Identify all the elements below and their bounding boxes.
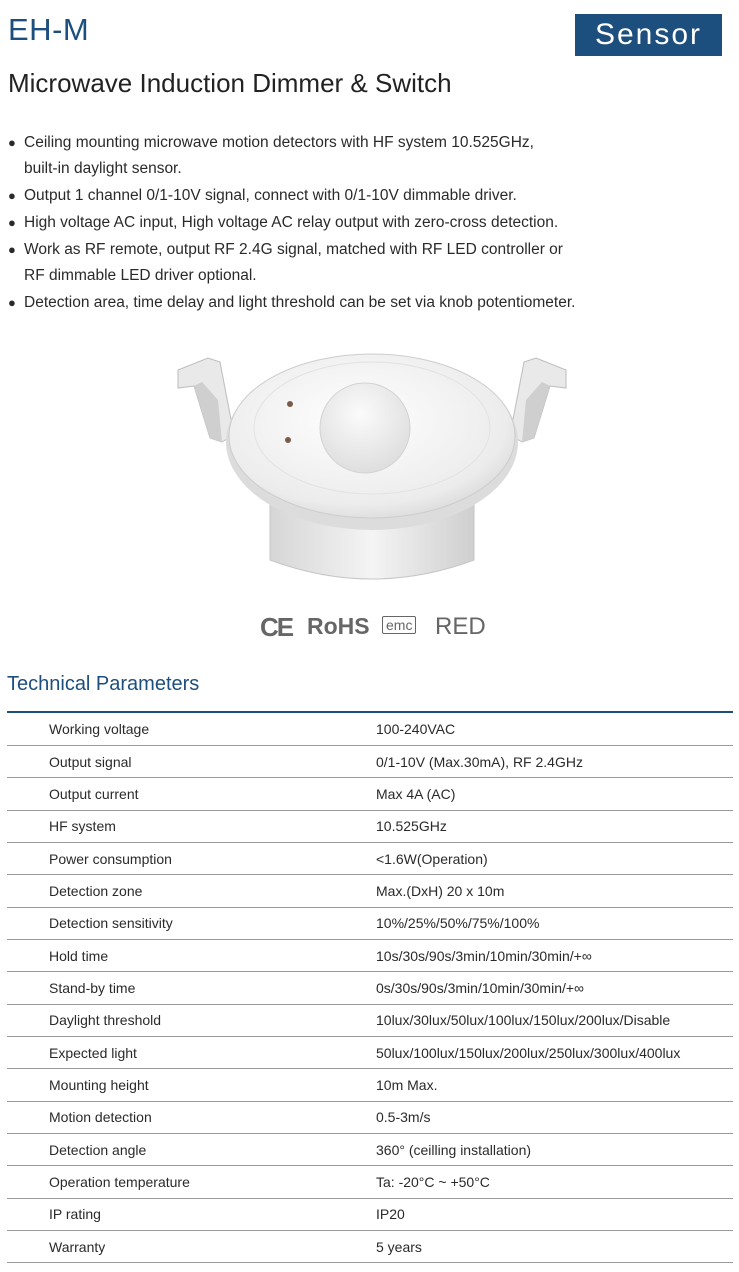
param-value: 10s/30s/90s/3min/10min/30min/+∞ <box>375 939 733 971</box>
param-name: Stand-by time <box>7 972 375 1004</box>
sensor-lens <box>320 383 410 473</box>
emc-mark: emc <box>382 616 416 634</box>
param-name: Detection angle <box>7 1133 375 1165</box>
feature-text: High voltage AC input, High voltage AC relay output with zero-cross detection. <box>24 214 559 231</box>
param-name: Motion detection <box>7 1101 375 1133</box>
param-name: Working voltage <box>7 713 375 745</box>
param-value: 10%/25%/50%/75%/100% <box>375 907 733 939</box>
table-row <box>7 875 733 907</box>
param-name: Operation temperature <box>7 1166 375 1198</box>
section-title: Technical Parameters <box>7 673 200 695</box>
bullet-icon: ● <box>8 215 16 230</box>
param-value: 50lux/100lux/150lux/200lux/250lux/300lux/400lux <box>375 1036 733 1068</box>
table-row <box>7 972 733 1004</box>
table-row <box>7 939 733 971</box>
certification-row <box>0 612 739 642</box>
param-value: Max.(DxH) 20 x 10m <box>375 875 733 907</box>
feature-item <box>8 183 608 209</box>
table-row <box>7 778 733 810</box>
product-title: Microwave Induction Dimmer & Switch <box>8 68 452 98</box>
feature-text: Work as RF remote, output RF 2.4G signal, matched with RF LED controller or <box>24 241 563 258</box>
param-name: Expected light <box>7 1036 375 1068</box>
red-mark: RED <box>435 613 486 640</box>
param-name: Mounting height <box>7 1069 375 1101</box>
param-name: Hold time <box>7 939 375 971</box>
model-code: EH-M <box>8 12 90 47</box>
param-value: IP20 <box>375 1198 733 1230</box>
table-row <box>7 907 733 939</box>
param-value: 0/1-10V (Max.30mA), RF 2.4GHz <box>375 745 733 777</box>
feature-item <box>8 130 608 182</box>
feature-text-cont: RF dimmable LED driver optional. <box>24 267 257 284</box>
table-row <box>7 1069 733 1101</box>
param-value: 0s/30s/90s/3min/10min/30min/+∞ <box>375 972 733 1004</box>
param-name: Power consumption <box>7 842 375 874</box>
param-name: Detection zone <box>7 875 375 907</box>
param-value: 5 years <box>375 1231 733 1263</box>
param-name: Warranty <box>7 1231 375 1263</box>
param-name: HF system <box>7 810 375 842</box>
param-name: Daylight threshold <box>7 1004 375 1036</box>
feature-item <box>8 210 608 236</box>
daylight-sensor-dot <box>287 401 293 407</box>
table-row <box>7 1101 733 1133</box>
feature-text: Detection area, time delay and light threshold can be set via knob potentiometer. <box>24 294 576 311</box>
table-row <box>7 1036 733 1068</box>
table-row <box>7 713 733 745</box>
param-name: IP rating <box>7 1198 375 1230</box>
param-value: 10m Max. <box>375 1069 733 1101</box>
param-name: Output current <box>7 778 375 810</box>
bullet-icon: ● <box>8 135 16 150</box>
param-value: 360° (ceilling installation) <box>375 1133 733 1165</box>
param-name: Output signal <box>7 745 375 777</box>
ce-mark: CE <box>260 612 293 642</box>
feature-list <box>8 130 608 317</box>
table-row <box>7 810 733 842</box>
rohs-mark: RoHS <box>307 613 370 639</box>
param-value: 0.5-3m/s <box>375 1101 733 1133</box>
table-row <box>7 1198 733 1230</box>
table-row <box>7 745 733 777</box>
param-name: Detection sensitivity <box>7 907 375 939</box>
param-value: Max 4A (AC) <box>375 778 733 810</box>
param-value: 10lux/30lux/50lux/100lux/150lux/200lux/Disable <box>375 1004 733 1036</box>
bullet-icon: ● <box>8 242 16 257</box>
table-row <box>7 1231 733 1263</box>
bullet-icon: ● <box>8 295 16 310</box>
table-row <box>7 1004 733 1036</box>
feature-text-cont: built-in daylight sensor. <box>24 160 182 177</box>
table-row <box>7 842 733 874</box>
feature-item <box>8 290 608 316</box>
param-value: 10.525GHz <box>375 810 733 842</box>
right-clip <box>510 358 566 442</box>
product-photo <box>172 340 572 590</box>
table-row <box>7 1133 733 1165</box>
feature-item <box>8 237 608 289</box>
bullet-icon: ● <box>8 188 16 203</box>
param-value: Ta: -20°C ~ +50°C <box>375 1166 733 1198</box>
parameters-table <box>7 713 733 1263</box>
param-value: 100-240VAC <box>375 713 733 745</box>
param-value: <1.6W(Operation) <box>375 842 733 874</box>
feature-text: Output 1 channel 0/1-10V signal, connect with 0/1-10V dimmable driver. <box>24 187 517 204</box>
indicator-dot <box>285 437 291 443</box>
left-clip <box>178 358 234 442</box>
feature-text: Ceiling mounting microwave motion detectors with HF system 10.525GHz, <box>24 134 534 151</box>
table-row <box>7 1166 733 1198</box>
category-badge: Sensor <box>575 14 722 56</box>
